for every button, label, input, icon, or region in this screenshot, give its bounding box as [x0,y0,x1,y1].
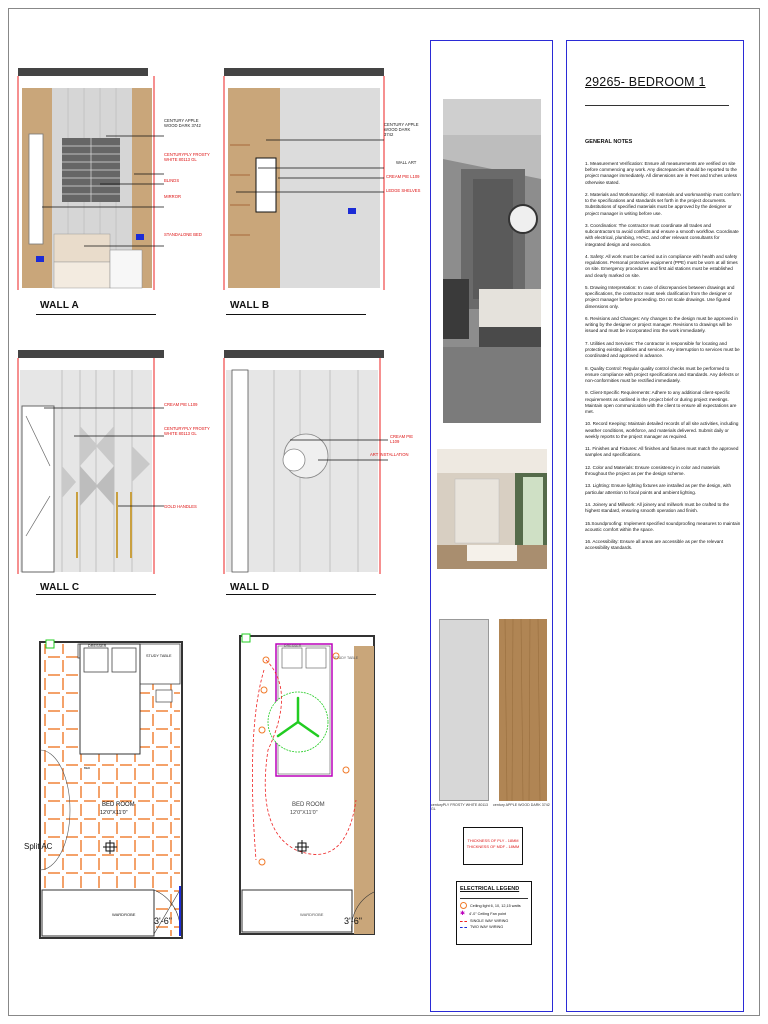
note-item: 2. Materials and Workmanship: All materials and workmanship must conform to the specifications and standards set forth in the project documents. Substitutions of specified materials must be approved by the designer or project manager in writing before use. [585,192,741,216]
wall-a-elevation [14,64,214,311]
electrical-plan-wardrobe: WARDROBE [300,912,324,917]
furniture-plan-bed-mark: BED [84,766,91,770]
reference-render-2 [437,449,547,569]
furniture-plan [18,630,190,942]
wall-c-drawing [14,346,214,596]
wall-c-elevation [14,346,214,596]
electrical-plan-dresser: DRESSER [284,644,302,648]
swatch-apple-wood-label: century APPLE WOOD DARK 3742 [493,803,550,807]
wall-b-drawing [218,64,418,304]
wall-d-drawing [218,346,418,596]
wall-c-title-underline [36,594,156,595]
wall-a-label-bed: STANDALONE BED [164,232,202,237]
electrical-plan-door-width: 3'-6" [344,916,362,926]
ceiling-fan-icon: ✱ [460,911,466,917]
swatch-frosty-white-label: centuryPLY FROSTY WHITE 80113 GL [431,803,489,811]
wall-d-title: WALL D [230,582,270,593]
swatch-apple-wood [499,619,547,801]
furniture-plan-door-width: 3'-6" [154,916,172,926]
note-item: 16. Accessibility: Ensure all areas are accessible as per the relevant accessibility standards. [585,539,724,551]
wall-a-label-mirror: MIRROR [164,194,181,199]
note-item: 8. Quality Control: Regular quality control checks must be performed to ensure compliance with project specifications and standards. Any defects or non-conformities must be rectified immediately. [585,365,739,383]
note-item: 9. Client-Specific Requirements: Adhere to any additional client-specific requirements as outlined in the project brief or during project meetings. Maintain open communication with the client to ensure all expectations are met. [585,390,737,414]
note-item: 11. Finishes and Fixtures: All finishes and fixtures must match the approved samples and specifications. [585,446,739,458]
legend-row-fan [460,911,528,917]
furniture-plan-dresser: DRESSER [88,644,107,648]
wall-a-label-ply: CENTURYPLY FROSTY WHITE 80113 GL [164,152,210,162]
wall-b-label-art: WALL ART [396,160,417,165]
furniture-plan-wardrobe: WARDROBE [112,912,136,917]
legend-single-way-label: SINGLE WAY WIRING [470,919,509,923]
reference-render-1 [443,99,541,423]
note-item: 15.Soundproofing: Implement specified soundproofing measures to maintain acoustic comfort within the space. [585,520,741,532]
reference-panel [430,40,553,1012]
wall-b-label-shelves: LEDGE SHELVES [386,188,421,193]
two-way-wiring-icon [460,927,467,928]
wall-b-elevation [218,64,421,311]
legend-row-single-way [460,919,528,923]
wall-a-label-wood: CENTURY APPLE WOOD DARK 3742 [164,118,201,128]
thickness-mdf: THICKNESS OF MDF - 18MM [466,844,520,849]
furniture-plan-room-name: BED ROOM [102,802,135,808]
wall-d-title-underline [226,594,376,595]
wall-a-label-blinds: BLINDS [164,178,180,183]
electrical-legend [456,881,532,945]
legend-row-light [460,898,528,909]
notes-panel [566,40,744,1012]
electrical-plan-room-size: 12'0"X11'0" [290,810,318,816]
legend-two-way-label: TWO WAY WIRING [470,925,504,929]
thickness-ply: THICKNESS OF PLY - 18MM [467,838,519,843]
wall-b-title: WALL B [230,300,270,311]
wall-a-title: WALL A [40,300,79,311]
wall-b-label-paint: CREAM PIE L109 [386,174,420,179]
note-item: 6. Revisions and Changes: Any changes to the design must be approved in writing by the designer or project manager. Revisions to drawings will be issued and must be incorporated into the work immediately. [585,316,738,334]
wall-a-drawing [14,64,214,304]
electrical-plan-room-name: BED ROOM [292,802,325,808]
wall-c-label-ply: CENTURYPLY FROSTY WHITE 80113 GL [164,426,210,436]
general-notes-heading: GENERAL NOTES [585,139,633,145]
ceiling-light-icon [460,902,467,909]
wall-c-label-handles: GOLD HANDLES [164,504,197,509]
swatch-frosty-white [439,619,489,801]
note-item: 13. Lighting: Ensure lighting fixtures are installed as per the design, with particular attention to focal points and ambient lighting. [585,483,732,495]
wall-a-title-underline [36,314,156,315]
furniture-plan-drawing [18,630,190,942]
electrical-plan-study-table: STUDY TABLE [334,656,359,660]
note-item: 5. Drawing Interpretation: In case of discrepancies between drawings and specifications, the contractor must seek clarification from the designer or project manager before proceeding. Do not scale drawings. Use figured dimensions only. [585,285,735,309]
wall-b-title-underline [226,314,366,315]
legend-row-two-way [460,925,528,929]
wall-d-label-art: ART INSTALLATION [370,452,409,457]
note-item: 3. Coordination: The contractor must coordinate all trades and subcontractors to avoid conflicts and ensure a smooth workflow. Coordinate with electrical, plumbing, HVAC, and other relevant consultants for integrated design and execution. [585,223,739,247]
note-item: 1. Measurement Verification: Ensure all measurements are verified on site before commencing any work. Any discrepancies should be reported to the project manager immediately. All dimensions are in Feet and Inches unless otherwise stated. [585,161,738,185]
thickness-spec-box [463,827,523,865]
note-item: 7. Utilities and Services: The contractor is responsible for locating and protecting existing utilities and services. Any interruption to services must be coordinated and approved in advance. [585,340,740,359]
electrical-plan [236,630,384,942]
electrical-legend-title: ELECTRICAL LEGEND [460,886,520,892]
sheet-title-rule [585,105,729,106]
electrical-plan-drawing [236,630,384,942]
note-item: 4. Safety: All work must be carried out in compliance with health and safety regulations. Personal protective equipment (PPE) must be worn at all times on site. Emergency procedures and first aid stations must be established and clearly marked on site. [585,254,738,278]
wall-c-title: WALL C [40,582,80,593]
wall-d-elevation [218,346,418,596]
general-notes-list [585,161,741,558]
wall-c-label-paint: CREAM PIE L109 [164,402,198,407]
wall-d-label-paint: CREAM PIE L109 [390,434,414,444]
furniture-plan-study-table: STUDY TABLE [146,654,172,658]
legend-fan-label: 4'-0" Ceiling Fan point [469,912,507,916]
single-way-wiring-icon [460,921,467,922]
sheet-title: 29265- BEDROOM 1 [585,75,706,89]
note-item: 14. Joinery and Millwork: All joinery and millwork must be crafted to the highest standard, ensuring smooth operation and finish. [585,501,729,514]
wall-b-label-wood: CENTURY APPLE WOOD DARK 3742 [384,122,419,137]
note-item: 12. Color and Materials: Ensure consistency in color and materials throughout the project as per the design scheme. [585,464,720,476]
furniture-plan-room-size: 12'0"X11'0" [100,810,128,816]
legend-light-label: Ceiling light 6, 10, 12,15 watts [470,903,521,908]
furniture-plan-ac-label: Split AC [24,842,53,851]
note-item: 10. Record Keeping: Maintain detailed records of all site activities, including weather conditions, workforce, and materials delivered. Submit daily or weekly reports to the project manager as required. [585,421,739,439]
